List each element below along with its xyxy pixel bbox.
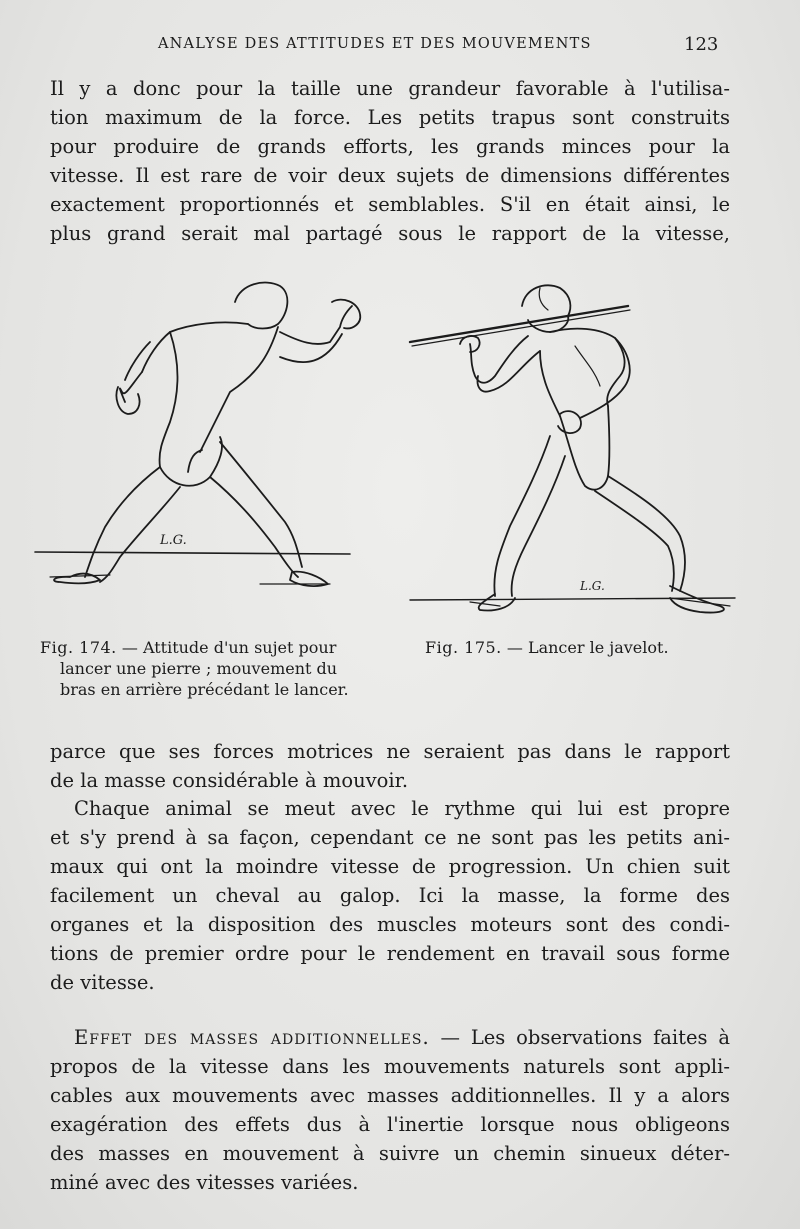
text-line: tions de premier ordre pour le rendement en travail sous forme xyxy=(50,942,730,965)
text-line: de vitesse. xyxy=(50,971,155,994)
text-line: plus grand serait mal partagé sous le rapport de la vitesse, xyxy=(50,222,730,245)
caption-line: lancer une pierre ; mouvement du xyxy=(60,659,338,678)
text-line: parce que ses forces motrices ne seraient pas dans le rapport xyxy=(50,740,730,763)
text-line: des masses en mouvement à suivre un chemin sinueux déter- xyxy=(50,1142,730,1165)
text-line: pour produire de grands efforts, les grands minces pour la xyxy=(50,135,730,158)
section-heading-continuation: — Les observations faites à xyxy=(440,1026,730,1049)
figure-174-stone-thrower xyxy=(30,272,375,607)
text-line: maux qui ont la moindre vitesse de progression. Un chien suit xyxy=(50,855,730,878)
section-masses-additionnelles xyxy=(50,1023,730,1197)
text-line: propos de la vitesse dans les mouvements naturels sont appli- xyxy=(50,1055,730,1078)
text-line: facilement un cheval au galop. Ici la masse, la forme des xyxy=(50,884,730,907)
page-number: 123 xyxy=(684,34,719,55)
figure-174-caption xyxy=(40,637,380,700)
text-line: exagération des effets dus à l'inertie lorsque nous obligeons xyxy=(50,1113,730,1136)
text-line: et s'y prend à sa façon, cependant ce ne sont pas les petits ani- xyxy=(50,826,730,849)
figure-174-signature: L.G. xyxy=(160,533,187,548)
text-line: cables aux mouvements avec masses additionnelles. Il y a alors xyxy=(50,1084,730,1107)
text-line: tion maximum de la force. Les petits trapus sont construits xyxy=(50,106,730,129)
text-line: Chaque animal se meut avec le rythme qui lui est propre xyxy=(74,797,730,820)
text-line: miné avec des vitesses variées. xyxy=(50,1171,359,1194)
text-line: organes et la disposition des muscles moteurs sont des condi- xyxy=(50,913,730,936)
text-line: de la masse considérable à mouvoir. xyxy=(50,769,409,792)
running-head xyxy=(0,36,800,60)
paragraph-middle xyxy=(50,737,730,795)
caption-line: — Attitude d'un sujet pour xyxy=(121,638,337,657)
text-line: Il y a donc pour la taille une grandeur favorable à l'utilisa- xyxy=(50,77,730,100)
section-heading: Effet des masses additionnelles. xyxy=(74,1026,430,1049)
figure-175-caption xyxy=(425,637,725,658)
paragraph-top xyxy=(50,74,730,248)
running-title: ANALYSE DES ATTITUDES ET DES MOUVEMENTS xyxy=(158,36,592,52)
text-line: exactement proportionnés et semblables. S'il en était ainsi, le xyxy=(50,193,730,216)
caption-line: — Lancer le javelot. xyxy=(506,638,669,657)
figure-174-number: Fig. 174. xyxy=(40,638,117,657)
figure-175-javelin-thrower xyxy=(400,276,745,621)
caption-line: bras en arrière précédant le lancer. xyxy=(60,680,349,699)
figure-175-signature: L.G. xyxy=(580,579,605,593)
text-line: vitesse. Il est rare de voir deux sujets de dimensions différentes xyxy=(50,164,730,187)
figure-175-number: Fig. 175. xyxy=(425,638,502,657)
paragraph-animal xyxy=(50,794,730,997)
